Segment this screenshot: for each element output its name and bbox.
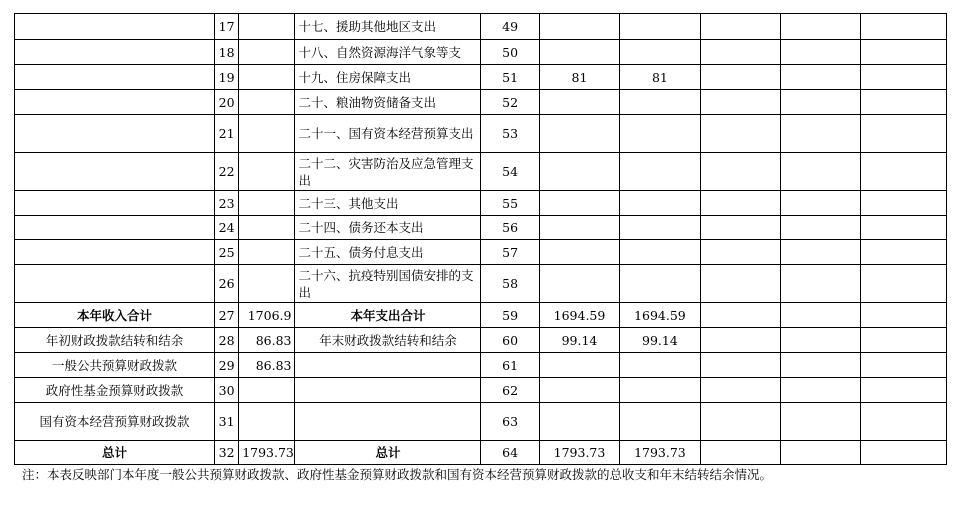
table-row: [15, 90, 947, 115]
table-row: [15, 115, 947, 153]
soe-capital-amount-cell: [781, 353, 861, 378]
total-amount-cell: [539, 90, 619, 115]
total-amount-cell: [539, 378, 619, 403]
soe-capital-amount-cell: [781, 153, 861, 191]
income-label-cell: [15, 216, 215, 240]
expense-item-cell: 二十三、其他支出: [295, 191, 481, 216]
blank-cell: [861, 40, 947, 65]
gov-fund-amount-cell: [700, 303, 780, 328]
total-amount-cell: [539, 216, 619, 240]
general-budget-amount-cell: [620, 153, 700, 191]
soe-capital-amount-cell: [781, 403, 861, 441]
expense-item-cell: 本年支出合计: [295, 303, 481, 328]
income-label-cell: 一般公共预算财政拨款: [15, 353, 215, 378]
total-amount-cell: [539, 353, 619, 378]
soe-capital-amount-cell: [781, 14, 861, 40]
blank-cell: [861, 115, 947, 153]
income-amount-cell: [239, 153, 295, 191]
expense-row-number-cell: 55: [481, 191, 539, 216]
soe-capital-amount-cell: [781, 265, 861, 303]
blank-cell: [861, 378, 947, 403]
table-row: [15, 303, 947, 328]
total-amount-cell: [539, 153, 619, 191]
expense-item-cell: [295, 378, 481, 403]
gov-fund-amount-cell: [700, 40, 780, 65]
income-row-number-cell: 28: [215, 328, 239, 353]
income-label-cell: [15, 40, 215, 65]
general-budget-amount-cell: 99.14: [620, 328, 700, 353]
income-label-cell: [15, 90, 215, 115]
blank-cell: [861, 328, 947, 353]
general-budget-amount-cell: [620, 115, 700, 153]
income-label-cell: 本年收入合计: [15, 303, 215, 328]
general-budget-amount-cell: [620, 265, 700, 303]
gov-fund-amount-cell: [700, 115, 780, 153]
income-amount-cell: [239, 14, 295, 40]
total-amount-cell: [539, 191, 619, 216]
soe-capital-amount-cell: [781, 240, 861, 265]
general-budget-amount-cell: [620, 378, 700, 403]
total-amount-cell: [539, 115, 619, 153]
income-amount-cell: 86.83: [239, 353, 295, 378]
income-label-cell: 年初财政拨款结转和结余: [15, 328, 215, 353]
gov-fund-amount-cell: [700, 403, 780, 441]
gov-fund-amount-cell: [700, 65, 780, 90]
gov-fund-amount-cell: [700, 240, 780, 265]
expense-item-cell: 十九、住房保障支出: [295, 65, 481, 90]
income-label-cell: 国有资本经营预算财政拨款: [15, 403, 215, 441]
table-row: [15, 14, 947, 40]
income-row-number-cell: 21: [215, 115, 239, 153]
gov-fund-amount-cell: [700, 378, 780, 403]
expense-row-number-cell: 62: [481, 378, 539, 403]
blank-cell: [861, 90, 947, 115]
gov-fund-amount-cell: [700, 14, 780, 40]
soe-capital-amount-cell: [781, 441, 861, 465]
gov-fund-amount-cell: [700, 353, 780, 378]
expense-item-cell: 二十六、抗疫特别国债安排的支出: [295, 265, 481, 303]
total-amount-cell: 1694.59: [539, 303, 619, 328]
general-budget-amount-cell: [620, 216, 700, 240]
expense-row-number-cell: 60: [481, 328, 539, 353]
income-amount-cell: [239, 403, 295, 441]
blank-cell: [861, 191, 947, 216]
income-row-number-cell: 25: [215, 240, 239, 265]
budget-table: [14, 13, 947, 465]
expense-row-number-cell: 64: [481, 441, 539, 465]
gov-fund-amount-cell: [700, 328, 780, 353]
expense-item-cell: 二十、粮油物资储备支出: [295, 90, 481, 115]
table-row: [15, 216, 947, 240]
expense-item-cell: 年末财政拨款结转和结余: [295, 328, 481, 353]
blank-cell: [861, 265, 947, 303]
blank-cell: [861, 240, 947, 265]
blank-cell: [861, 216, 947, 240]
income-amount-cell: [239, 191, 295, 216]
table-body: [15, 14, 947, 465]
soe-capital-amount-cell: [781, 40, 861, 65]
expense-row-number-cell: 56: [481, 216, 539, 240]
income-label-cell: [15, 115, 215, 153]
expense-item-cell: 二十二、灾害防治及应急管理支出: [295, 153, 481, 191]
income-row-number-cell: 30: [215, 378, 239, 403]
total-amount-cell: [539, 240, 619, 265]
general-budget-amount-cell: [620, 403, 700, 441]
gov-fund-amount-cell: [700, 153, 780, 191]
income-label-cell: [15, 240, 215, 265]
income-row-number-cell: 31: [215, 403, 239, 441]
income-amount-cell: [239, 378, 295, 403]
blank-cell: [861, 65, 947, 90]
soe-capital-amount-cell: [781, 216, 861, 240]
soe-capital-amount-cell: [781, 191, 861, 216]
total-amount-cell: 1793.73: [539, 441, 619, 465]
income-row-number-cell: 17: [215, 14, 239, 40]
income-label-cell: 总计: [15, 441, 215, 465]
expense-item-cell: [295, 403, 481, 441]
table-row: [15, 353, 947, 378]
income-label-cell: [15, 65, 215, 90]
income-label-cell: [15, 14, 215, 40]
soe-capital-amount-cell: [781, 65, 861, 90]
blank-cell: [861, 403, 947, 441]
gov-fund-amount-cell: [700, 90, 780, 115]
income-amount-cell: 1706.9: [239, 303, 295, 328]
soe-capital-amount-cell: [781, 90, 861, 115]
income-label-cell: 政府性基金预算财政拨款: [15, 378, 215, 403]
expense-row-number-cell: 50: [481, 40, 539, 65]
total-amount-cell: [539, 40, 619, 65]
table-row: [15, 153, 947, 191]
expense-item-cell: 十七、援助其他地区支出: [295, 14, 481, 40]
income-row-number-cell: 32: [215, 441, 239, 465]
soe-capital-amount-cell: [781, 115, 861, 153]
income-label-cell: [15, 153, 215, 191]
expense-row-number-cell: 58: [481, 265, 539, 303]
general-budget-amount-cell: [620, 353, 700, 378]
income-label-cell: [15, 265, 215, 303]
gov-fund-amount-cell: [700, 441, 780, 465]
general-budget-amount-cell: [620, 240, 700, 265]
income-amount-cell: [239, 65, 295, 90]
income-amount-cell: [239, 40, 295, 65]
total-amount-cell: 99.14: [539, 328, 619, 353]
general-budget-amount-cell: [620, 191, 700, 216]
income-row-number-cell: 24: [215, 216, 239, 240]
table-row: [15, 191, 947, 216]
income-amount-cell: [239, 115, 295, 153]
expense-item-cell: 总计: [295, 441, 481, 465]
income-row-number-cell: 26: [215, 265, 239, 303]
total-amount-cell: [539, 14, 619, 40]
income-row-number-cell: 29: [215, 353, 239, 378]
expense-item-cell: 二十四、债务还本支出: [295, 216, 481, 240]
total-amount-cell: [539, 265, 619, 303]
income-amount-cell: [239, 216, 295, 240]
soe-capital-amount-cell: [781, 328, 861, 353]
expense-row-number-cell: 54: [481, 153, 539, 191]
expense-row-number-cell: 63: [481, 403, 539, 441]
table-row: [15, 441, 947, 465]
income-amount-cell: 86.83: [239, 328, 295, 353]
income-row-number-cell: 27: [215, 303, 239, 328]
gov-fund-amount-cell: [700, 191, 780, 216]
gov-fund-amount-cell: [700, 265, 780, 303]
table-row: [15, 265, 947, 303]
income-amount-cell: [239, 240, 295, 265]
expense-row-number-cell: 49: [481, 14, 539, 40]
income-amount-cell: [239, 265, 295, 303]
expense-row-number-cell: 52: [481, 90, 539, 115]
expense-item-cell: 二十五、债务付息支出: [295, 240, 481, 265]
expense-item-cell: 二十一、国有资本经营预算支出: [295, 115, 481, 153]
table-row: [15, 403, 947, 441]
income-row-number-cell: 23: [215, 191, 239, 216]
expense-row-number-cell: 53: [481, 115, 539, 153]
income-label-cell: [15, 191, 215, 216]
expense-row-number-cell: 61: [481, 353, 539, 378]
income-amount-cell: [239, 90, 295, 115]
total-amount-cell: [539, 403, 619, 441]
table-row: [15, 65, 947, 90]
blank-cell: [861, 441, 947, 465]
footnote: 注：本表反映部门本年度一般公共预算财政拨款、政府性基金预算财政拨款和国有资本经营预算财政拨款的总收支和年末结转结余情况。: [22, 467, 773, 482]
blank-cell: [861, 153, 947, 191]
table-row: [15, 240, 947, 265]
table-row: [15, 378, 947, 403]
expense-item-cell: [295, 353, 481, 378]
income-amount-cell: 1793.73: [239, 441, 295, 465]
general-budget-amount-cell: 1793.73: [620, 441, 700, 465]
table-row: [15, 40, 947, 65]
general-budget-amount-cell: [620, 90, 700, 115]
total-amount-cell: 81: [539, 65, 619, 90]
income-row-number-cell: 19: [215, 65, 239, 90]
income-row-number-cell: 18: [215, 40, 239, 65]
general-budget-amount-cell: [620, 14, 700, 40]
expense-item-cell: 十八、自然资源海洋气象等支: [295, 40, 481, 65]
soe-capital-amount-cell: [781, 378, 861, 403]
blank-cell: [861, 303, 947, 328]
soe-capital-amount-cell: [781, 303, 861, 328]
income-row-number-cell: 20: [215, 90, 239, 115]
general-budget-amount-cell: 81: [620, 65, 700, 90]
general-budget-amount-cell: 1694.59: [620, 303, 700, 328]
expense-row-number-cell: 51: [481, 65, 539, 90]
table-row: [15, 328, 947, 353]
income-row-number-cell: 22: [215, 153, 239, 191]
expense-row-number-cell: 57: [481, 240, 539, 265]
general-budget-amount-cell: [620, 40, 700, 65]
expense-row-number-cell: 59: [481, 303, 539, 328]
blank-cell: [861, 353, 947, 378]
blank-cell: [861, 14, 947, 40]
gov-fund-amount-cell: [700, 216, 780, 240]
